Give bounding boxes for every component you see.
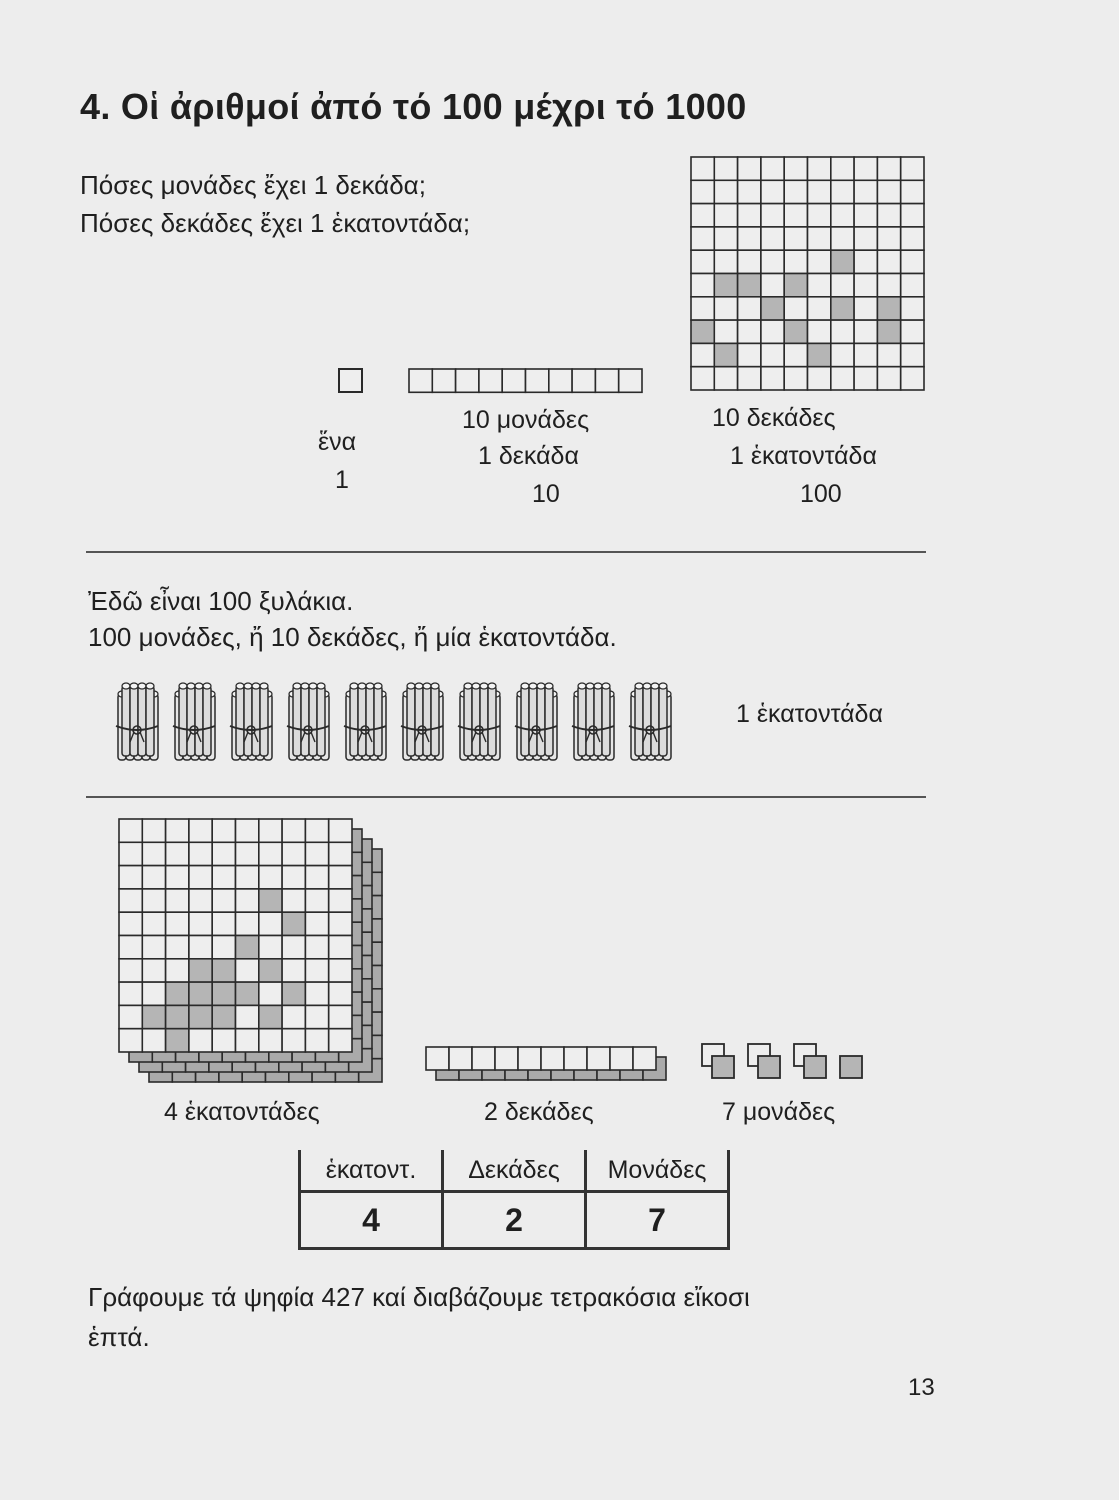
sticks-text-1: Ἐδῶ εἶναι 100 ξυλάκια. [88,586,354,616]
stick-bundle-icon [230,683,272,760]
footer-text-2: ἑπτά. [88,1322,150,1352]
stick-bundle-icon [458,683,500,760]
ten-number: 10 [532,480,560,508]
stick-bundle-icon [515,683,557,760]
unit-cube-icon [338,368,364,394]
divider-1 [86,551,926,553]
question-tens-per-hundred: Πόσες δεκάδες ἔχει 1 ἑκατοντάδα; [80,208,471,238]
unit-word: ἕνα [318,428,357,456]
sticks-text-2: 100 μονάδες, ἤ 10 δεκάδες, ἤ μία ἑκατοντάδα. [88,622,617,652]
tens-count-label: 2 δεκάδες [484,1098,594,1126]
hundred-flats-stack-icon [118,818,398,1098]
hundred-flat-icon [690,156,926,392]
unit-cubes-icon [700,1042,885,1087]
ten-label-ten: 1 δεκάδα [478,442,579,470]
stick-bundle-icon [287,683,329,760]
hundred-label-tens: 10 δεκάδες [712,404,836,432]
hundred-number: 100 [800,480,842,508]
value-hundreds: 4 [300,1192,443,1249]
header-hundreds: ἑκατοντ. [300,1150,443,1192]
header-tens: Δεκάδες [443,1150,586,1192]
ten-rods-pair-icon [425,1045,675,1090]
stick-bundle-icon [116,683,158,760]
stick-bundle-icon [401,683,443,760]
bundles-label: 1 ἑκατοντάδα [736,700,883,728]
ten-rod-icon [408,368,644,394]
hundred-label-hundred: 1 ἑκατοντάδα [730,442,877,470]
stick-bundle-icon [344,683,386,760]
units-count-label: 7 μονάδες [722,1098,836,1126]
stick-bundle-icon [173,683,215,760]
value-tens: 2 [443,1192,586,1249]
page-title: 4. Οἱ ἀριθμοί ἀπό τό 100 μέχρι τό 1000 [80,86,747,127]
ten-label-units: 10 μονάδες [462,406,590,434]
stick-bundle-icon [572,683,614,760]
place-value-table [298,1150,730,1250]
unit-number: 1 [335,466,349,494]
page-number: 13 [908,1374,935,1401]
stick-bundle-icon [629,683,671,760]
header-units: Μονάδες [586,1150,729,1192]
value-units: 7 [586,1192,729,1249]
divider-2 [86,796,926,798]
stick-bundles [112,680,702,770]
question-units-per-ten: Πόσες μονάδες ἔχει 1 δεκάδα; [80,170,426,200]
footer-text-1: Γράφουμε τά ψηφία 427 καί διαβάζουμε τετρακόσια εἴκοσι [88,1282,750,1312]
hundreds-count-label: 4 ἑκατοντάδες [164,1098,320,1126]
